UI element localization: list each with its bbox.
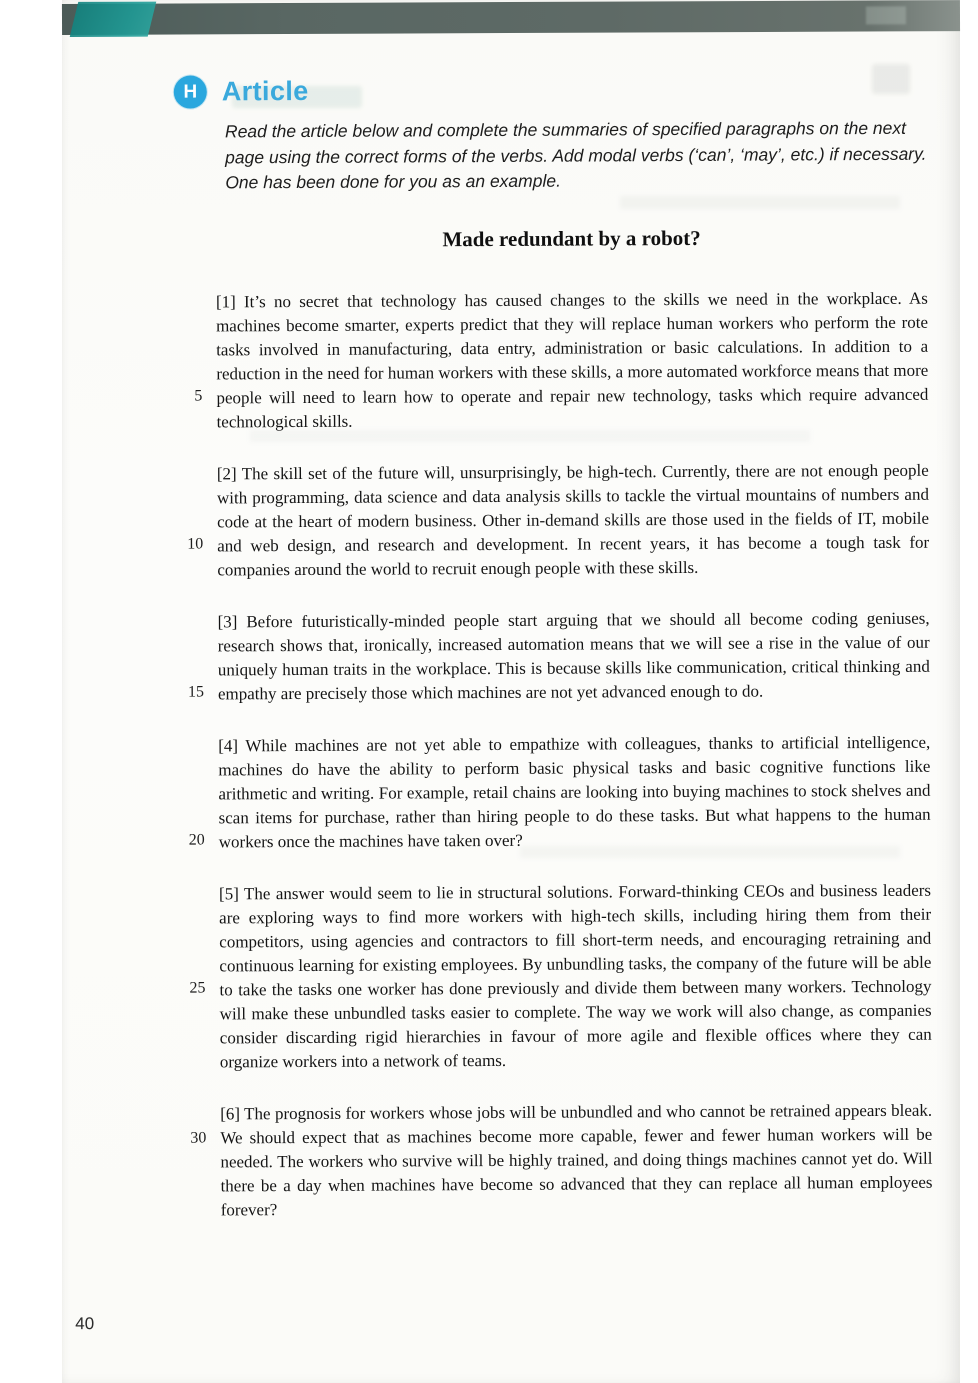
paragraph-4: [4] While machines are not yet able to empathize with colleagues, thanks to artificial intelligence, machines do have the ability to perform basic physical tasks and basic cognitive functions like arithmetic and writing. For example, retail chains are looking into buying machines to stock shelves and scan items for purchase, rather than hiring people to do these tasks. But what happens to the human workers once the machines have taken over? <box>218 732 931 852</box>
paragraph-5: [5] The answer would seem to lie in structural solutions. Forward-thinking CEOs and business leaders are exploring ways to find more workers with high-tech skills, including hiring them from their competitors, using agencies and contractors to fill short-term needs, and encouraging retraining and continuous learning for existing employees. By unbundling tasks, the company of the future will be able to take the tasks one worker has done previously and divide them between many workers. Technology will make these unbundled tasks easier to complete. The way we work will also change, as companies consider discarding rigid hierarchies in favour of more agile and flexible offices where they can organize workers into a network of teams. <box>218 880 932 1072</box>
section-title: Article <box>221 75 309 107</box>
paragraph-2: [2] The skill set of the future will, unsurprisingly, be high-tech. Currently, there are not enough people with programming, data science and data analysis skills to tackle the virtual mountains of numbers and code at the heart of modern business. Other in-demand skills are those used in the fields of IT, mobile and web design, and research and development. In recent years, it has become a tough task for companies around the world to recruit enough people with these skills. <box>216 460 930 580</box>
line-number-25: 25 <box>189 979 206 997</box>
paragraph-3: [3] Before futuristically-minded people start arguing that we should all become coding geniuses, research shows that, ironically, increased automation means that we will see a rise in the value of our uniquely human traits in the workplace. This is because skills like communication, critical thinking and empathy are precisely those which machines are not yet advanced enough to do. <box>217 608 930 704</box>
article-title: Made redundant by a robot? <box>442 225 701 252</box>
section-h-icon <box>174 75 207 108</box>
article-body <box>216 287 933 1251</box>
line-number-15: 15 <box>187 683 204 701</box>
line-number-30: 30 <box>190 1129 207 1147</box>
line-number-10: 10 <box>187 535 204 553</box>
article-header <box>174 75 309 109</box>
line-number-5: 5 <box>194 387 203 405</box>
line-number-20: 20 <box>188 831 205 849</box>
instructions-text: Read the article below and complete the summaries of specified paragraphs on the next page using the correct forms of the verbs. Add modal verbs (‘can’, ‘may’, etc.) if necessary. One has been done for you as an example. <box>224 117 927 193</box>
paragraph-1: [1] It’s no secret that technology has caused changes to the skills we need in the workplace. As machines become smarter, experts predict that they will replace human workers who perform the rote tasks involved in manufacturing, data entry, administration or basic calculations. In addition to a reduction in the need for human workers with these skills, a more automated workforce means that more people will need to learn how to operate and repair new technology, tasks which require advanced technological skills. <box>215 288 929 432</box>
h-icon-letter: H <box>183 81 198 103</box>
paragraph-6: [6] The prognosis for workers whose jobs will be unbundled and who cannot be retrained appears bleak. We should expect that as machines become more capable, fewer and fewer human workers will be needed. The workers who survive will be highly trained, and doing things machines cannot yet do. Will there be a day when machines have become so advanced that they can replace all human employees forever? <box>220 1100 933 1220</box>
page-number: 40 <box>75 1314 95 1334</box>
